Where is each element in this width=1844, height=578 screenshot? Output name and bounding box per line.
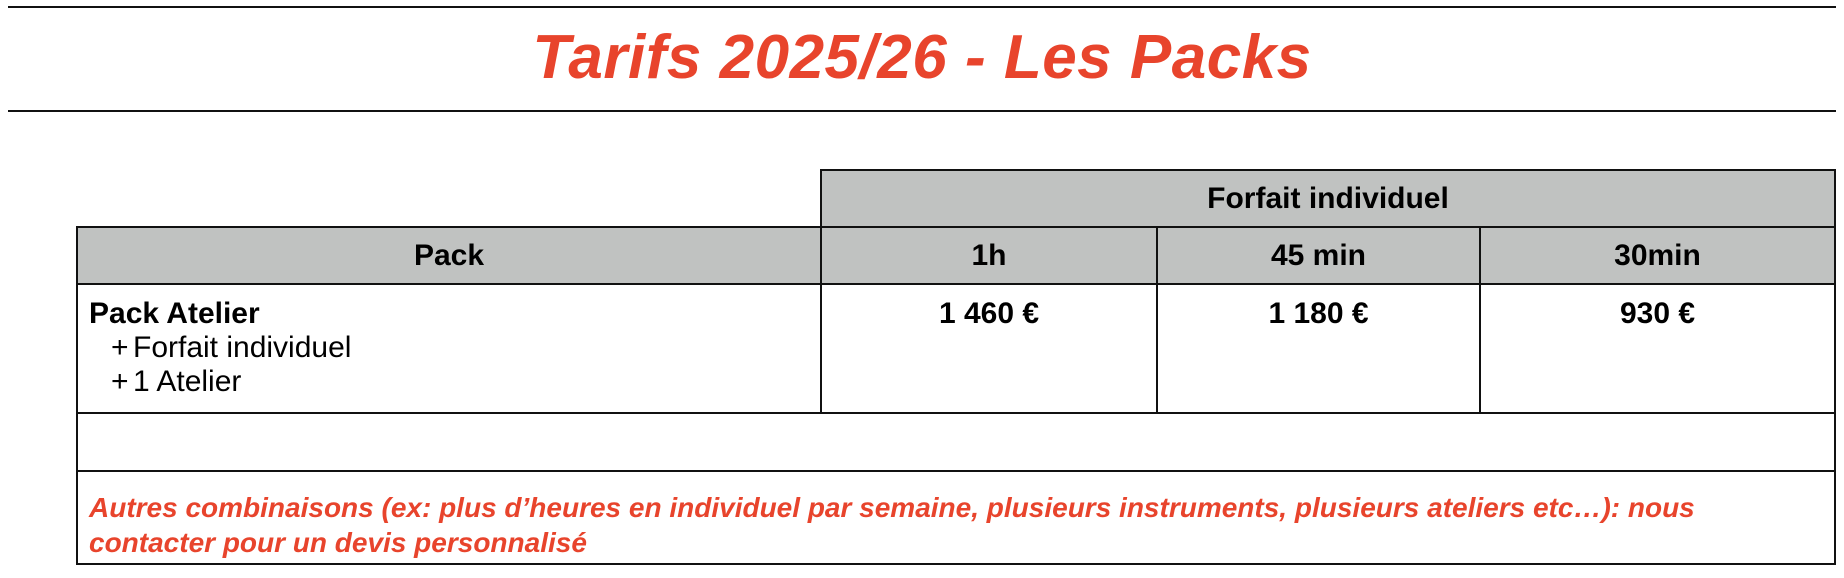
contact-note-text: Autres combinaisons (ex: plus d’heures en individuel par semaine, plusieurs instruments, plusieurs ateliers etc…): nous contacter pour un devis personnalisé	[89, 492, 1695, 558]
column-header-pack	[76, 226, 822, 285]
pack-detail-line	[89, 331, 820, 365]
title-underline	[8, 110, 1836, 112]
price-cell-45min	[1156, 283, 1481, 414]
price-value: 930 €	[1619, 297, 1696, 330]
column-header-label: 1h	[971, 238, 1007, 272]
price-value: 1 460 €	[938, 297, 1040, 330]
top-rule	[8, 6, 1836, 8]
column-header-45min	[1156, 226, 1481, 285]
contact-note	[76, 470, 1836, 565]
column-header-label: 30min	[1614, 238, 1701, 272]
pack-detail-line	[89, 365, 820, 399]
column-header-1h	[820, 226, 1158, 285]
plus-icon: +	[111, 365, 129, 398]
group-header-label: Forfait individuel	[1207, 181, 1449, 215]
price-cell-1h	[820, 283, 1158, 414]
column-header-label: 45 min	[1270, 238, 1367, 272]
column-header-30min	[1479, 226, 1836, 285]
group-header-forfait-individuel	[820, 169, 1836, 228]
pack-detail-text: 1 Atelier	[133, 365, 242, 398]
column-header-label: Pack	[413, 238, 485, 272]
plus-icon: +	[111, 331, 129, 364]
table-row-pack-atelier	[76, 283, 822, 414]
price-value: 1 180 €	[1268, 297, 1369, 330]
empty-row	[76, 412, 1836, 472]
pack-name: Pack Atelier	[89, 297, 260, 330]
page-title: Tarifs 2025/26 - Les Packs	[532, 23, 1312, 92]
price-cell-30min	[1479, 283, 1836, 414]
pack-detail-text: Forfait individuel	[133, 331, 352, 364]
